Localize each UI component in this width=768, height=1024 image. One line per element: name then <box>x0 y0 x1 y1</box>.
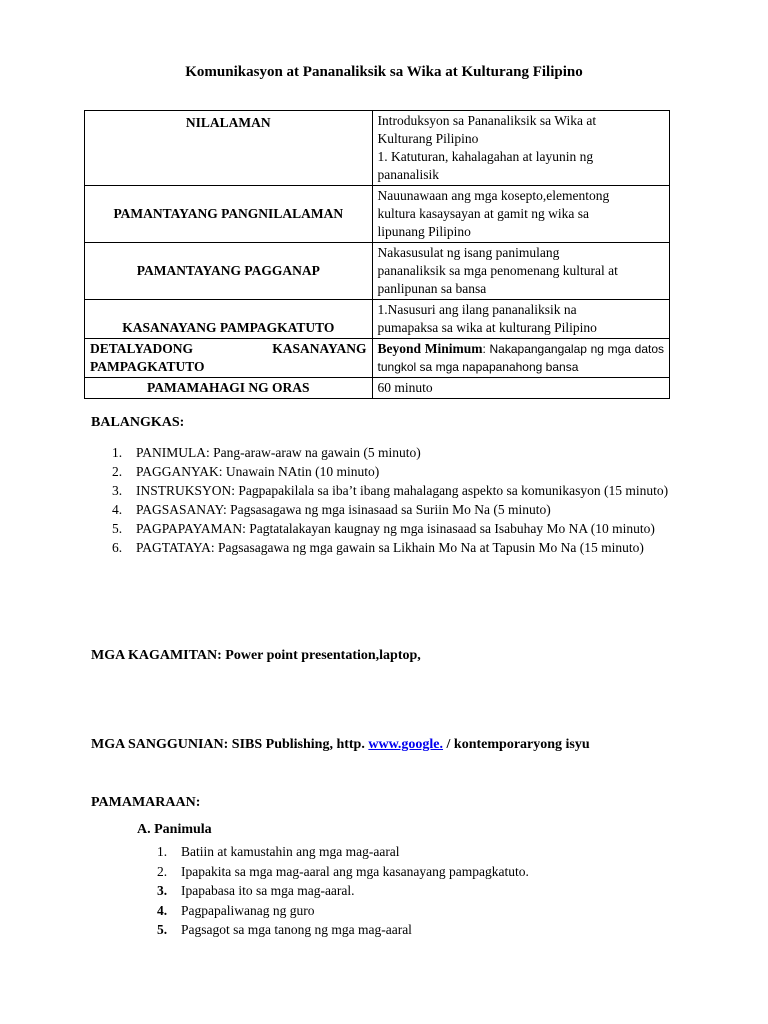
item-text: Ipapakita sa mga mag-aaral ang mga kasanayang pampagkatuto. <box>181 863 529 879</box>
list-item <box>112 538 682 557</box>
item-text: Pagpapaliwanag ng guro <box>181 902 315 918</box>
value-line: 1. Katuturan, kahalagahan at layunin ng <box>377 149 594 164</box>
sanggunian-prefix: MGA SANGGUNIAN: SIBS Publishing, http. <box>91 737 369 752</box>
sanggunian-line <box>91 737 590 753</box>
item-number: 5. <box>112 521 123 536</box>
list-item <box>157 862 677 882</box>
list-item <box>112 519 682 538</box>
item-number: 1. <box>157 844 168 859</box>
value-line: Nakasusulat ng isang panimulang <box>377 245 560 260</box>
row-value <box>372 111 669 186</box>
row-label: PAMANTAYANG PANGNILALAMAN <box>85 186 373 243</box>
row-value <box>372 186 669 243</box>
item-text: PAGPAPAYAMAN: Pagtatalakayan kaugnay ng mga isinasaad sa Isabuhay Mo NA (10 minuto) <box>136 521 655 536</box>
row-value: 60 minuto <box>372 378 669 399</box>
item-number: 6. <box>112 540 123 555</box>
item-number: 3. <box>157 883 168 898</box>
list-item <box>157 842 677 862</box>
table-row <box>85 111 670 186</box>
row-value <box>372 300 669 339</box>
item-text: Ipapabasa ito sa mga mag-aaral. <box>181 883 355 898</box>
item-number: 5. <box>157 922 168 937</box>
item-number: 2. <box>112 464 123 479</box>
value-line: lipunang Pilipino <box>377 224 471 239</box>
value-line: kultura kasaysayan at gamit ng wika sa <box>377 206 589 221</box>
list-item <box>112 462 682 481</box>
item-text: INSTRUKSYON: Pagpapakilala sa iba’t ibang mahalagang aspekto sa komunikasyon (15 minuto) <box>136 483 669 498</box>
item-number: 1. <box>112 445 123 460</box>
list-item <box>112 500 682 519</box>
label-line: DETALYADONG KASANAYANG <box>90 341 367 356</box>
document-title: Komunikasyon at Pananaliksik sa Wika at Kulturang Filipino <box>185 64 583 80</box>
list-item <box>157 901 677 921</box>
value-line: panlipunan sa bansa <box>377 281 487 296</box>
panimula-subheading: A. Panimula <box>137 822 212 837</box>
value-line: pananaliksik sa mga penomenang kultural at <box>377 263 618 278</box>
table-row <box>85 378 670 399</box>
lesson-info-table <box>84 110 670 399</box>
panimula-list <box>157 842 677 940</box>
item-text: Pagsagot sa mga tanong ng mga mag-aaral <box>181 922 412 937</box>
value-line: Kulturang Pilipino <box>377 131 479 146</box>
item-number: 2. <box>157 863 168 879</box>
list-item <box>157 920 677 940</box>
item-number: 3. <box>112 483 123 498</box>
value-line: pumapaksa sa wika at kulturang Pilipino <box>377 320 597 335</box>
list-item <box>112 443 682 462</box>
item-number: 4. <box>112 502 123 517</box>
row-label: NILALAMAN <box>85 111 373 186</box>
balangkas-list <box>112 443 682 557</box>
row-value <box>372 243 669 300</box>
value-line: 1.Nasusuri ang ilang pananaliksik na <box>377 302 577 317</box>
item-text: PANIMULA: Pang-araw-araw na gawain (5 minuto) <box>136 445 421 460</box>
table-row <box>85 339 670 378</box>
kagamitan-line: MGA KAGAMITAN: Power point presentation,laptop, <box>91 648 421 663</box>
row-value <box>372 339 669 378</box>
value-text: : Nakapangangalap ng mga datos tungkol sa mga napapanahong bansa <box>377 342 665 374</box>
sanggunian-suffix: / kontemporaryong isyu <box>443 737 590 752</box>
table-row <box>85 243 670 300</box>
value-line: Introduksyon sa Pananaliksik sa Wika at <box>377 113 597 128</box>
pamamaraan-heading: PAMAMARAAN: <box>91 795 201 810</box>
label-line: PAMPAGKATUTO <box>90 359 205 374</box>
item-text: Batiin at kamustahin ang mga mag-aaral <box>181 844 400 859</box>
table-row <box>85 186 670 243</box>
value-line: pananalisik <box>377 167 440 182</box>
row-label: PAMANTAYANG PAGGANAP <box>85 243 373 300</box>
row-label: PAMAMAHAGI NG ORAS <box>85 378 373 399</box>
list-item <box>157 881 677 901</box>
row-label <box>85 339 373 378</box>
value-line: Nauunawaan ang mga kosepto,elementong <box>377 188 610 203</box>
item-text: PAGSASANAY: Pagsasagawa ng mga isinasaad sa Suriin Mo Na (5 minuto) <box>136 502 551 517</box>
item-text: PAGTATAYA: Pagsasagawa ng mga gawain sa Likhain Mo Na at Tapusin Mo Na (15 minuto) <box>136 540 644 555</box>
google-link[interactable]: www.google. <box>368 737 444 752</box>
row-label: KASANAYANG PAMPAGKATUTO <box>85 300 373 339</box>
balangkas-heading: BALANGKAS: <box>91 415 185 430</box>
item-text: PAGGANYAK: Unawain NAtin (10 minuto) <box>136 464 380 479</box>
value-bold: Beyond Minimum <box>377 341 483 356</box>
table-row <box>85 300 670 339</box>
item-number: 4. <box>157 902 168 918</box>
list-item <box>112 481 682 500</box>
